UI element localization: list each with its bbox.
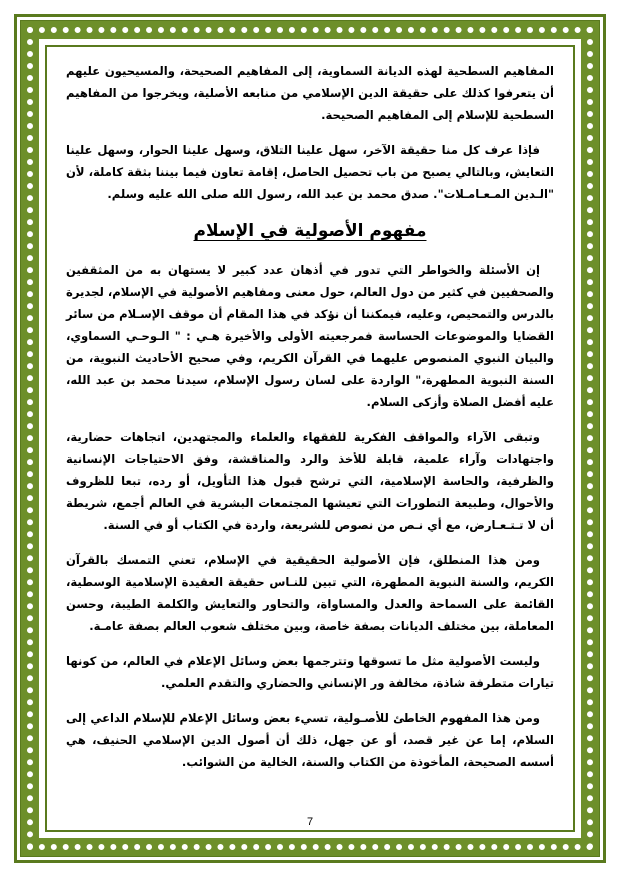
paragraph: ومن هذا المفهوم الخاطئ للأصـولية، تسيء بعض وسائل الإعلام للإسلام الداعي إلى السلام، إما عن غير قصد، أو عن جهل، ذلك أن أصول الدين الإسلامي الحنيف، هي أسسه الصحيحة، المأخوذة من الكتاب والسنة، الخالية من الشوائب. <box>66 711 554 769</box>
paragraph: وليست الأصولية مثل ما تسوقها وتترجمها بعض وسائل الإعلام في العالم، من كونها تيارات متطرفة شاذة، مخالفة ور الإنساني والحضاري والتقدم العلمي. <box>66 654 554 690</box>
paragraph: وتبقى الآراء والمواقف الفكرية للفقهاء والعلماء والمجتهدين، اتجاهات حضارية، واجتهادات وآراء علمية، قابلة للأخذ والرد والمناقشة، وفق الاحتياجات الإنسانية والظرفية، والحاسة الإسلامية، التي ترشح قبول هذا التأويل، أو رده، تبعا للظروف والأحوال، وطبيعة التطورات التي تعيشها المجتمعات البشرية في العالم أجمع، شريطة أن لا تـتـعـارض، مع أي نـص من نصوص للشريعة، واردة في الكتاب أو في السنة. <box>66 430 554 532</box>
paragraph: ومن هذا المنطلق، فإن الأصولية الحقيقية في الإسلام، تعني التمسك بالقرآن الكريم، والسنة النبوية المطهرة، التي تبين للنـاس حقيقة العقيدة الإسلامية الوسطية، القائمة على السماحة والعدل والمساواة، والتحاور والتعايش والكلمة الطيبة، وحسن المعاملة، بين مختلف الديانات بصفة خاصة، وبين مختلف شعوب العالم بصفة عامـة. <box>66 553 554 633</box>
paragraph-continued: المفاهيم السطحية لهذه الديانة السماوية، إلى المفاهيم الصحيحة، والمسيحيون عليهم أن يتعرفوا كذلك على حقيقة الدين الإسلامي من منابعه الأصلية، ويخرجوا من المفاهيم السطحية للإسلام إلى المفاهيم الصحيحة. <box>66 64 554 122</box>
page-number: 7 <box>306 816 314 828</box>
page-content <box>66 60 554 810</box>
paragraph: إن الأسئلة والخواطر التي تدور في أذهان عدد كبير لا يستهان به من المثقفين والصحفيين في كثير من دول العالم، حول معنى ومفاهيم الأصولية في الإسلام، لجديرة بالدرس والتمحيص، وعليه، فيمكننا أن نؤكد في هذا المقام أن موقف الإسـلام من سائر القضايا والموضوعات الحساسة فمرجعيته الأولى والأخيرة هـي : " الـوحـي السماوي، والبيان النبوي المنصوص عليهما في القرآن الكريم، وفي صحيح الأحاديث النبوية، من السنة النبوية المطهرة،" الواردة على لسان رسول الإسلام، سيدنا محمد بن عبد الله، عليه أفضل الصلاة وأزكى السلام. <box>66 263 554 409</box>
paragraph: فإذا عرف كل منا حقيقة الآخر، سهل علينا التلاق، وسهل علينا الحوار، وسهل علينا التعايش، وبالتالي يصبح من باب تحصيل الحاصل، إقامة تعاون فيما بيننا بثقة كاملة، لأن "الـدين المـعـامـلات". صدق محمد بن عبد الله، رسول الله صلى الله عليه وسلم. <box>66 143 554 201</box>
section-heading: مفهوم الأصولية في الإسلام <box>193 221 427 241</box>
